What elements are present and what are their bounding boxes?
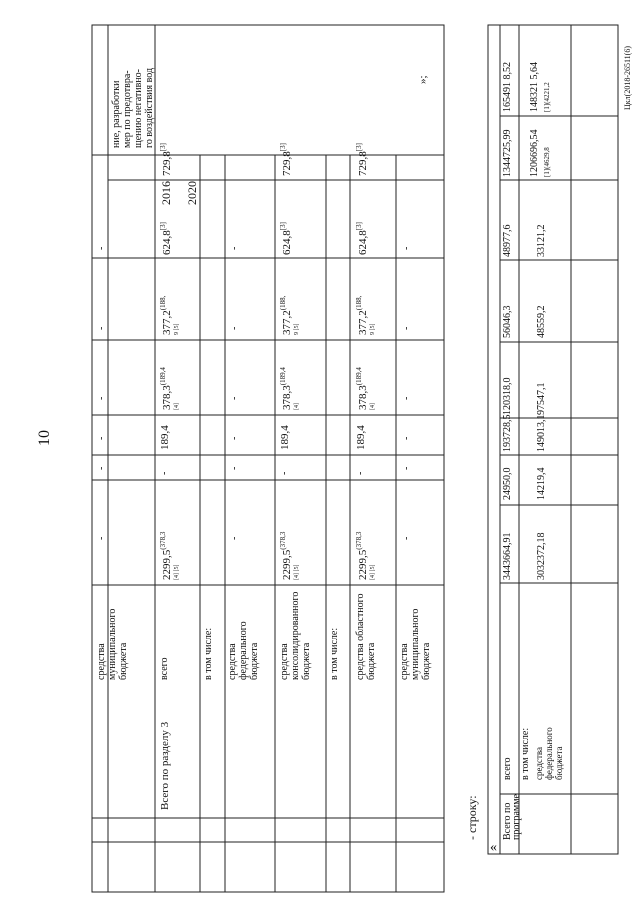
bottom-fed-1: средства (534, 746, 544, 780)
header-line-2: мер по предотвра- (122, 70, 133, 148)
mun-label-3: бюджета (421, 642, 432, 680)
value-729: 729,8[3] (279, 143, 293, 176)
fed-val: 3032372,18 (536, 532, 547, 580)
year-2016: 2016 (159, 181, 173, 205)
cell-dash: - (96, 466, 107, 470)
value-624: 624,8[3] (159, 222, 173, 255)
value-189: 189,4 (279, 425, 291, 450)
value-189: 189,4 (159, 425, 171, 450)
cell-dash: - (355, 471, 366, 475)
cell-dash: - (401, 396, 412, 400)
fed-val: 1206696,54 (529, 129, 540, 177)
kons-label-3: бюджета (301, 642, 312, 680)
cell-dash: - (229, 246, 240, 250)
fed-val: 97547,1 (536, 382, 547, 415)
cell-dash: - (229, 466, 240, 470)
value-377: $377,2^{(188,}$ 9 [5] (159, 295, 180, 335)
value-189: 189,4 (355, 425, 367, 450)
cell-dash: - (229, 536, 240, 540)
vsego-label: всего (159, 657, 170, 680)
fed-val: 148321 5,64 (529, 62, 540, 112)
mun-label-1: средства (399, 643, 410, 680)
program-label-1: Всего по (502, 802, 513, 840)
value-378: 378,3$^{(189,4}$ [4] (355, 367, 376, 410)
value-624: 624,8[3] (279, 222, 293, 255)
total-val: 56046,3 (502, 305, 513, 338)
value-377: $377,2^{(188,}$ 9 [5] (355, 295, 376, 335)
cell-dash: - (96, 246, 107, 250)
open-quote: « (490, 840, 497, 855)
fed-label-2: федерального (238, 621, 249, 680)
fed-val: 14219,4 (536, 467, 547, 500)
bottom-fed-2: федерального (544, 727, 554, 780)
value-378: 378,3$^{(189,4}$ [4] (159, 367, 180, 410)
page-number: 10 (36, 430, 53, 446)
total-val: 165491 8,52 (502, 62, 513, 112)
value-729: 729,8[3] (159, 143, 173, 176)
value-729: 729,8[3] (355, 143, 369, 176)
fed-val: 33121,2 (536, 224, 547, 257)
kons-label-1: средства (279, 643, 290, 680)
cell-dash: - (401, 536, 412, 540)
cell-dash: - (401, 436, 412, 440)
cell-dash: - (96, 436, 107, 440)
cell-dash: - (229, 436, 240, 440)
total-val: 3443664,91 (502, 532, 513, 580)
stroku-label: - строку: (465, 795, 479, 840)
header-line-3: щению негативно- (133, 68, 144, 148)
fed-label-3: бюджета (249, 642, 260, 680)
obl-label-2: бюджета (366, 642, 377, 680)
total-val: 120318,0 (502, 377, 513, 415)
cell-dash: - (159, 471, 170, 475)
cell-dash: - (229, 396, 240, 400)
cell-dash: - (401, 466, 412, 470)
value-624: 624,8[3] (355, 222, 369, 255)
header-line-4: го воздействия вод (144, 67, 155, 148)
footer-code: Цкл(2018-26511(6) (623, 45, 632, 110)
v-tom-chisle-2-label: в том числе: (329, 627, 340, 680)
fed-sub-1: [1](4629,8 (543, 147, 551, 177)
section-label: Всего по разделу 3 (159, 721, 171, 810)
fed-sub-2: [1](4221,2 (543, 82, 551, 112)
bottom-v-tom-chisle: в том числе: (520, 727, 531, 780)
mun-label-2: муниципального (410, 608, 421, 680)
cell-dash: - (401, 246, 412, 250)
cell-dash: - (96, 396, 107, 400)
cell-dash: - (96, 536, 107, 540)
total-val: 24950,0 (502, 467, 513, 500)
fed-label-1: средства (227, 643, 238, 680)
cell-dash: - (229, 326, 240, 330)
total-value: 2299,5$^{(378,3}$ [4] [5] (159, 531, 180, 580)
year-2020: 2020 (185, 181, 199, 205)
cell-dash: - (401, 326, 412, 330)
mun-top-label-2: муниципального (107, 608, 118, 680)
cell-dash: - (279, 471, 290, 475)
mun-top-label-3: бюджета (118, 642, 129, 680)
bottom-fed-3: бюджета (554, 746, 564, 780)
obl-label-1: средства областного (355, 593, 366, 680)
cell-dash: - (96, 326, 107, 330)
v-tom-chisle-label: в том числе: (203, 627, 214, 680)
mun-top-label-1: средства (96, 643, 107, 680)
bottom-vsego: всего (502, 757, 513, 780)
fed-val: 149013,1 (536, 414, 547, 452)
kons-label-2: консолидированного (290, 591, 301, 680)
kons-total: 2299,5$^{(378,3}$ [4] [5] (279, 531, 300, 580)
header-closing: »; (417, 75, 429, 84)
total-val: 1344725,99 (502, 129, 513, 177)
fed-val: 48559,2 (536, 305, 547, 338)
total-val: 193728,5 (502, 414, 513, 452)
value-378: 378,3$^{(189,4}$ [4] (279, 367, 300, 410)
value-377: $377,2^{(188,}$ 9 [5] (279, 295, 300, 335)
total-val: 48977,6 (502, 224, 513, 257)
obl-total: 2299,5$^{(378,3}$ [4] [5] (355, 531, 376, 580)
header-line-1: ние, разработки (111, 80, 122, 148)
program-label-2: программе (511, 794, 522, 840)
